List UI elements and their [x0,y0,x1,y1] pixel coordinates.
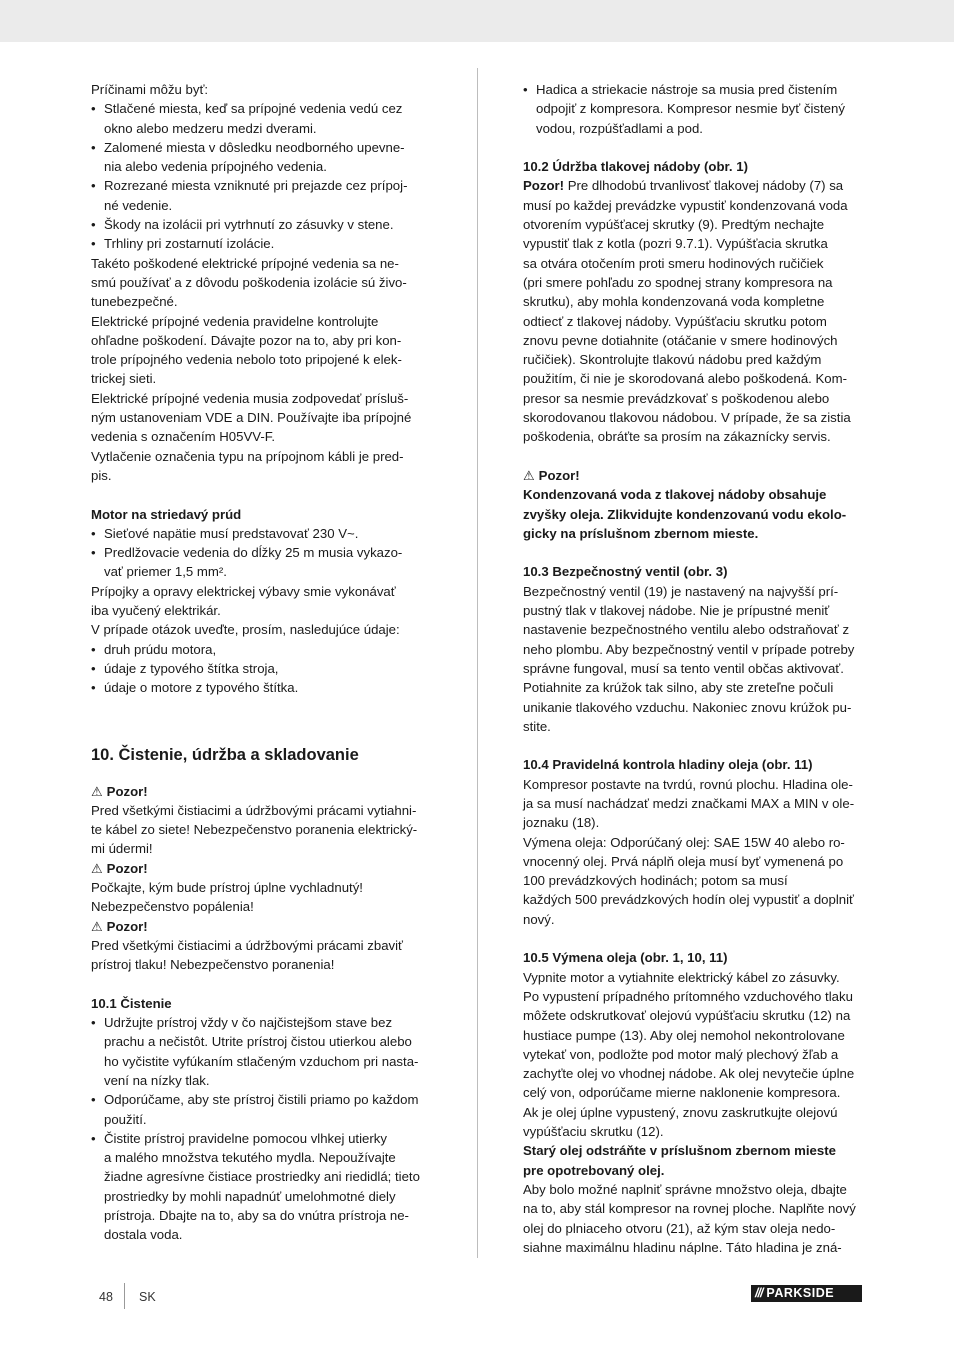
header-band [0,0,954,42]
paragraph-line: vypustiť tlak z kotla (pozri 9.7.1). Vypúšťacia skrutka [523,236,828,252]
spacer [523,138,865,157]
warning-heading [91,859,433,878]
paragraph-line: poškodenia, obráťte sa prosím na zákaznícky servis. [523,429,831,445]
section-heading: 10.4 Pravidelná kontrola hladiny oleja (obr. 11) [523,757,813,773]
section-heading: 10.2 Údržba tlakovej nádoby (obr. 1) [523,159,748,175]
section-heading: 10.3 Bezpečnostný ventil (obr. 3) [523,564,728,580]
warning-text: zvyšky oleja. Zlikvidujte kondenzovanú vodu ekolo- [523,506,847,522]
warning-heading [91,917,433,936]
cleaning-item: prachu a nečistôt. Utrite prístroj čistou utierkou alebo [104,1034,412,1050]
footer-separator [124,1283,125,1309]
motor-item: • Predlžovacie vedenia do dĺžky 25 m musia vykazo- [91,543,433,562]
warning-text: te kábel zo siete! Nebezpečenstvo poranenia elektrický- [91,822,418,838]
section-heading: 10.5 Výmena oleja (obr. 1, 10, 11) [523,950,728,966]
warning-text: gicky na príslušnom zbernom mieste. [523,525,759,541]
paragraph-line: použitím, či nie je skorodovaná alebo poškodená. Kom- [523,371,848,387]
logo-text: PARKSIDE [766,1286,835,1300]
spacer [523,929,865,948]
paragraph-line: trole prípojného vedenia nebolo toto pripojené k elek- [91,352,402,368]
paragraph-line: môžete odskrutkovať olejovú vypúšťaciu skrutku (12) na [523,1008,851,1024]
motor-item: vať priemer 1,5 mm². [104,564,227,580]
spacer [523,447,865,466]
spacer [91,485,433,504]
paragraph-line: znovu pevne dotiahnite (otáčanie v smere hodinových [523,332,838,348]
paragraph-line: 100 prevádzkových hodinách; potom sa musí [523,873,788,889]
cause-item: • Zalomené miesta v dôsledku neodborného upevne- [91,138,433,157]
paragraph-line: joznaku (18). [523,815,600,831]
paragraph-line: Výmena oleja: Odporúčaný olej: SAE 15W 40 alebo ro- [523,834,845,850]
warning-text: Pred všetkými čistiacimi a údržbovými prácami zbaviť [91,937,404,953]
cleaning-item: • Udržujte prístroj vždy v čo najčistejšom stave bez [91,1013,433,1032]
parkside-logo [751,1285,862,1302]
warning-label: Pozor! [106,783,148,799]
warning-text: Pred všetkými čistiacimi a údržbovými prácami vytiahni- [91,802,417,818]
paragraph-line: pustný tlak v tlakovej nádobe. Nie je prípustné meniť [523,603,830,619]
paragraph-line: Po vypustení prípadného prítomného vzduchového tlaku [523,988,853,1004]
paragraph-line: ohľadne poškodení. Dávajte pozor na to, aby pri kon- [91,332,402,348]
paragraph-line: ným ustanoveniam VDE a DIN. Používajte iba prípojné [91,410,412,426]
paragraph-line: Vypnite motor a vytiahnite elektrický kábel zo zásuvky. [523,969,840,985]
paragraph-line: vypúšťaciu skrutku (12). [523,1124,664,1140]
cause-item: • Rozrezané miesta vzniknuté pri prejazde cez prípoj- [91,176,433,195]
cleaning-item: žiadne agresívne čistiace prostriedky ani riedidlá; tieto [104,1169,420,1185]
paragraph-line: vedenia s označením H05VV-F. [91,429,275,445]
paragraph-line: smú používať a z dôvodu poškodenia izolácie sú živo- [91,274,407,290]
paragraph-line: Takéto poškodené elektrické prípojné vedenia sa ne- [91,255,399,271]
spacer [523,543,865,562]
spacer [91,766,433,782]
cause-item: nia alebo vedenia prípojného vedenia. [104,159,327,175]
motor-heading: Motor na striedavý prúd [91,506,242,522]
cleaning-item: • Odporúčame, aby ste prístroj čistili priamo po každom [91,1090,433,1109]
warning-text: Nebezpečenstvo popálenia! [91,899,254,915]
paragraph-line: musí po každej prevádzke vypustiť kondenzovaná voda [523,197,848,213]
spacer [523,736,865,755]
cleaning-item: a malého množstva tekutého mydla. Nepoužívajte [104,1150,396,1166]
paragraph-text: Pre dlhodobú trvanlivosť tlakovej nádoby (7) sa [564,178,844,194]
warning-triangle-icon: ⚠ [523,467,535,483]
paragraph-line: tunebezpečné. [91,294,178,310]
warning-text: mi údermi! [91,841,153,857]
cause-item: né vedenie. [104,197,173,213]
cause-item: • Stlačené miesta, keď sa prípojné vedenia vedú cez [91,99,433,118]
paragraph-line: trickej sieti. [91,371,157,387]
hose-item: odpojiť z kompresora. Kompresor nesmie byť čistený [536,101,845,117]
cleaning-item: dostala voda. [104,1227,183,1243]
paragraph-line: Starý olej odstráňte v príslušnom zbernom mieste [523,1143,836,1159]
paragraph-line: ja sa musí nachádzať medzi značkami MAX a MIN v ole- [523,795,855,811]
paragraph-line: sa otvára otočením proti smeru hodinových ručičiek [523,255,824,271]
paragraph-line: stite. [523,718,551,734]
motor-info-item: • údaje o motore z typového štítka. [91,678,433,697]
paragraph-line: Prípojky a opravy elektrickej výbavy smie vykonávať [91,583,396,599]
causes-intro: Príčinami môžu byť: [91,82,209,97]
warning-text: Kondenzovaná voda z tlakovej nádoby obsahuje [523,487,827,503]
warning-text: Počkajte, kým bude prístroj úplne vychladnutý! [91,879,363,895]
motor-info-item: • údaje z typového štítka stroja, [91,659,433,678]
paragraph-line: Bezpečnostný ventil (19) je nastavený na najvyšší prí- [523,583,839,599]
motor-info-item: • druh prúdu motora, [91,640,433,659]
warning-heading [523,466,865,485]
warning-triangle-icon: ⚠ [91,860,103,876]
spacer [91,974,433,993]
cleaning-item: ho vyčistite vyfúkaním stlačeným vzduchom pri nasta- [104,1053,419,1069]
language-code: SK [139,1290,156,1304]
section-title: 10. Čistenie, údržba a skladovanie [91,745,359,764]
cause-item: • Škody na izolácii pri vytrhnutí zo zásuvky v stene. [91,215,433,234]
paragraph-line: odtiecť z tlakovej nádoby. Vypúšťaciu skrutku potom [523,313,827,329]
cleaning-item: prostriedky by mohli napadnúť umelohmotné diely [104,1188,396,1204]
paragraph-line: na to, aby stál kompresor na rovnej ploche. Naplňte nový [523,1201,856,1217]
paragraph-line: Aby bolo možné naplniť správne množstvo oleja, dbajte [523,1181,847,1197]
warning-label: Pozor! [538,467,580,483]
paragraph-line: presor sa nesmie prevádzkovať s poškodenou alebo [523,390,830,406]
paragraph-line: neho plombu. Aby bezpečnostný ventil v prípade potreby [523,641,855,657]
paragraph-line: vnocenný olej. Prvá náplň oleja musí byť vymenená po [523,853,844,869]
right-column [523,80,865,1257]
warning-triangle-icon: ⚠ [91,918,103,934]
paragraph-line: unikanie tlakového vzduchu. Nakoniec znovu krúžok pu- [523,699,852,715]
paragraph-line: V prípade otázok uveďte, prosím, nasledujúce údaje: [91,622,400,638]
cause-item: okno alebo medzeru medzi dverami. [104,120,317,136]
paragraph-line: otvorením vypúšťacej skrutky (9). Predtým nechajte [523,217,825,233]
paragraph-line [523,176,865,195]
paragraph-line: Elektrické prípojné vedenia musia zodpovedať prísluš- [91,390,409,406]
warning-label: Pozor! [106,860,148,876]
warning-text: prístroj tlaku! Nebezpečenstvo poranenia! [91,957,335,973]
paragraph-line: nastavenie bezpečnostného ventilu alebo odstraňovať z [523,622,850,638]
cleaning-item: • Čistite prístroj pravidelne pomocou vlhkej utierky [91,1129,433,1148]
warning-lead: Pozor! [523,178,565,194]
paragraph-line: zachyťte olej vo vhodnej nádobe. Ak olej nevytečie úplne [523,1066,855,1082]
left-column [91,80,433,1245]
cause-item: • Trhliny pri zostarnutí izolácie. [91,234,433,253]
hose-item: vodou, rozpúšťadlami a pod. [536,120,703,136]
paragraph-line: (pri smere pohľadu zo spodnej strany kompresora na [523,274,833,290]
warning-triangle-icon: ⚠ [91,783,103,799]
paragraph-line: skorodovanou tlakovou nádobou. V prípade, že sa zistia [523,410,851,426]
warning-label: Pozor! [106,918,148,934]
cleaning-item: prístroja. Dbajte na to, aby sa do vnútra prístroja ne- [104,1208,409,1224]
cleaning-heading: 10.1 Čistenie [91,995,172,1011]
column-divider [477,68,478,1258]
warning-heading [91,782,433,801]
paragraph-line: pre opotrebovaný olej. [523,1162,665,1178]
paragraph-line: nový. [523,911,555,927]
paragraph-line: skrutku), aby mohla kondenzovaná voda kompletne [523,294,825,310]
logo-slashes: /// [755,1286,763,1300]
cleaning-item: použití. [104,1111,147,1127]
paragraph-line: Potiahnite za krúžok tak silno, aby ste zreteľne počuli [523,680,834,696]
paragraph-line: vytekať von, podložte pod motor malý plechový žľab a [523,1046,839,1062]
paragraph-line: iba vyučený elektrikár. [91,603,221,619]
hose-item: • Hadica a striekacie nástroje sa musia pred čistením [523,80,865,99]
motor-item: • Sieťové napätie musí predstavovať 230 V~. [91,524,433,543]
spacer [91,698,433,744]
cleaning-item: vení na nízky tlak. [104,1072,210,1088]
paragraph-line: olej do plniaceho otvoru (21), až kým stav oleja nedo- [523,1220,836,1236]
paragraph-line: ručičiek). Skontrolujte tlakovú nádobu pred každým [523,352,822,368]
paragraph-line: Vytlačenie označenia typu na prípojnom kábli je pred- [91,448,404,464]
paragraph-line: správne fungoval, musí sa tento ventil občas aktivovať. [523,660,844,676]
paragraph-line: hustiace pumpe (13). Aby olej nemohol nekontrolovane [523,1027,845,1043]
paragraph-line: siahne maximálnu hladinu náplne. Táto hladina je zná- [523,1239,842,1255]
paragraph-line: každých 500 prevádzkových hodín olej vypustiť a doplniť [523,892,854,908]
paragraph-line: Kompresor postavte na tvrdú, rovnú plochu. Hladina ole- [523,776,853,792]
paragraph-line: pis. [91,467,112,483]
paragraph-line: Elektrické prípojné vedenia pravidelne kontrolujte [91,313,379,329]
page-number: 48 [99,1290,113,1304]
paragraph-line: celý von, odporúčame mierne naklonenie kompresora. [523,1085,841,1101]
paragraph-line: Ak je olej úplne vypustený, znovu zaskrutkujte olejovú [523,1104,838,1120]
